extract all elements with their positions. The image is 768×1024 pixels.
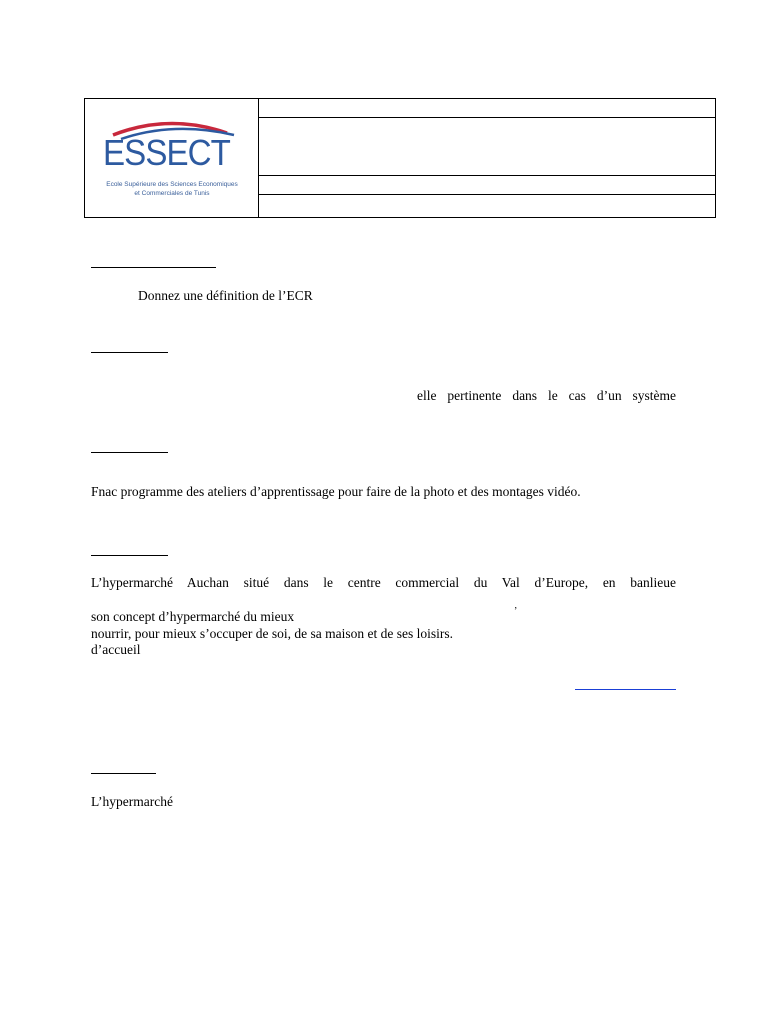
question-1-text: Donnez une définition de l’ECR — [138, 288, 313, 303]
logo-subtitle-line2: et Commerciales de Tunis — [134, 190, 210, 197]
question-4-line3: nourrir, pour mieux s’occuper de soi, de sa maison et de ses loisirs. — [91, 626, 454, 641]
header-table — [84, 98, 716, 218]
header-row-divider — [259, 194, 715, 195]
logo-subtitle-line1: Ecole Supérieure des Sciences Economiques — [106, 181, 238, 188]
question-3-text: Fnac programme des ateliers d’apprentissage pour faire de la photo et des montages vidéo. — [91, 484, 581, 499]
section-heading-rule — [91, 267, 216, 268]
logo-wordmark: ESSECT — [103, 132, 231, 173]
section-heading-rule — [91, 555, 168, 556]
section-heading-rule — [91, 773, 156, 774]
question-2-text: elle pertinente dans le cas d’un système — [417, 388, 676, 403]
section-heading-rule — [91, 352, 168, 353]
hyperlink-underline[interactable] — [575, 689, 676, 690]
logo-cell — [85, 99, 259, 217]
question-4-line1: L’hypermarché Auchan situé dans le centre commercial du Val d’Europe, en banlieue — [91, 575, 676, 590]
header-row-divider — [259, 117, 715, 118]
question-4-line2: son concept d’hypermarché du mieux — [91, 609, 295, 624]
question-4-line4: d’accueil — [91, 642, 141, 657]
header-row-divider — [259, 175, 715, 176]
question-5-text: L’hypermarché — [91, 794, 173, 809]
question-4-mark: ’ — [514, 606, 518, 617]
section-heading-rule — [91, 452, 168, 453]
